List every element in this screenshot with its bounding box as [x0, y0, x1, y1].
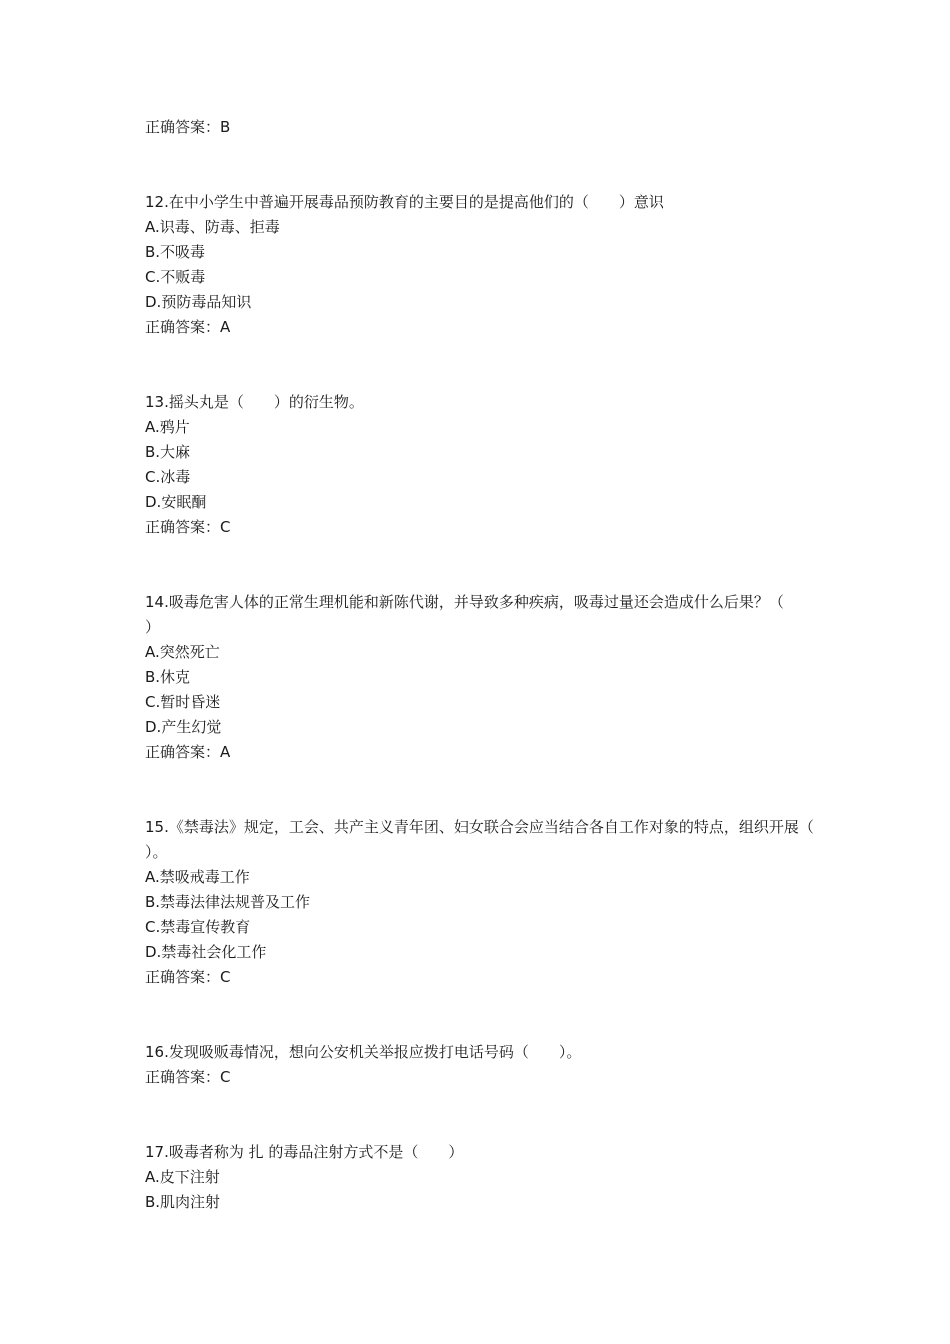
spacer: [145, 340, 815, 390]
spacer: [145, 765, 815, 815]
document-page: [145, 115, 844, 1215]
option-d: D.禁毒社会化工作: [145, 943, 267, 961]
option-a: A.识毒、防毒、拒毒: [145, 218, 280, 236]
option-a: A.突然死亡: [145, 643, 220, 661]
option-b: B.肌肉注射: [145, 1193, 221, 1211]
option-a: A.皮下注射: [145, 1168, 220, 1186]
answer-line: 正确答案：C: [145, 518, 231, 536]
answer-line: 正确答案：A: [145, 318, 231, 336]
question-12: 12.在中小学生中普遍开展毒品预防教育的主要目的是提高他们的（ ）意识: [145, 193, 664, 211]
spacer: [145, 1090, 815, 1140]
option-c: C.不贩毒: [145, 268, 206, 286]
question-17: 17.吸毒者称为 扎 的毒品注射方式不是（ ）: [145, 1143, 464, 1161]
option-b: B.休克: [145, 668, 191, 686]
option-c: C.暂时昏迷: [145, 693, 221, 711]
spacer: [145, 990, 815, 1040]
option-a: A.禁吸戒毒工作: [145, 868, 250, 886]
question-14: 14.吸毒危害人体的正常生理机能和新陈代谢，并导致多种疾病，吸毒过量还会造成什么后果？（ ）: [145, 593, 814, 636]
option-d: D.产生幻觉: [145, 718, 222, 736]
option-b: B.大麻: [145, 443, 191, 461]
answer-line: 正确答案：A: [145, 743, 231, 761]
option-a: A.鸦片: [145, 418, 190, 436]
question-15: 15.《禁毒法》规定，工会、共产主义青年团、妇女联合会应当结合各自工作对象的特点，组织开展（ ）。: [145, 818, 844, 861]
question-13: 13.摇头丸是（ ）的衍生物。: [145, 393, 364, 411]
option-d: D.安眠酮: [145, 493, 207, 511]
spacer: [145, 140, 815, 190]
option-c: C.冰毒: [145, 468, 191, 486]
spacer: [145, 540, 815, 590]
question-16: 16.发现吸贩毒情况，想向公安机关举报应拨打电话号码（ ）。: [145, 1043, 582, 1061]
answer-line: 正确答案：B: [145, 118, 231, 136]
option-d: D.预防毒品知识: [145, 293, 252, 311]
answer-line: 正确答案：C: [145, 968, 231, 986]
option-b: B.不吸毒: [145, 243, 206, 261]
option-b: B.禁毒法律法规普及工作: [145, 893, 311, 911]
answer-line: 正确答案：C: [145, 1068, 231, 1086]
option-c: C.禁毒宣传教育: [145, 918, 251, 936]
